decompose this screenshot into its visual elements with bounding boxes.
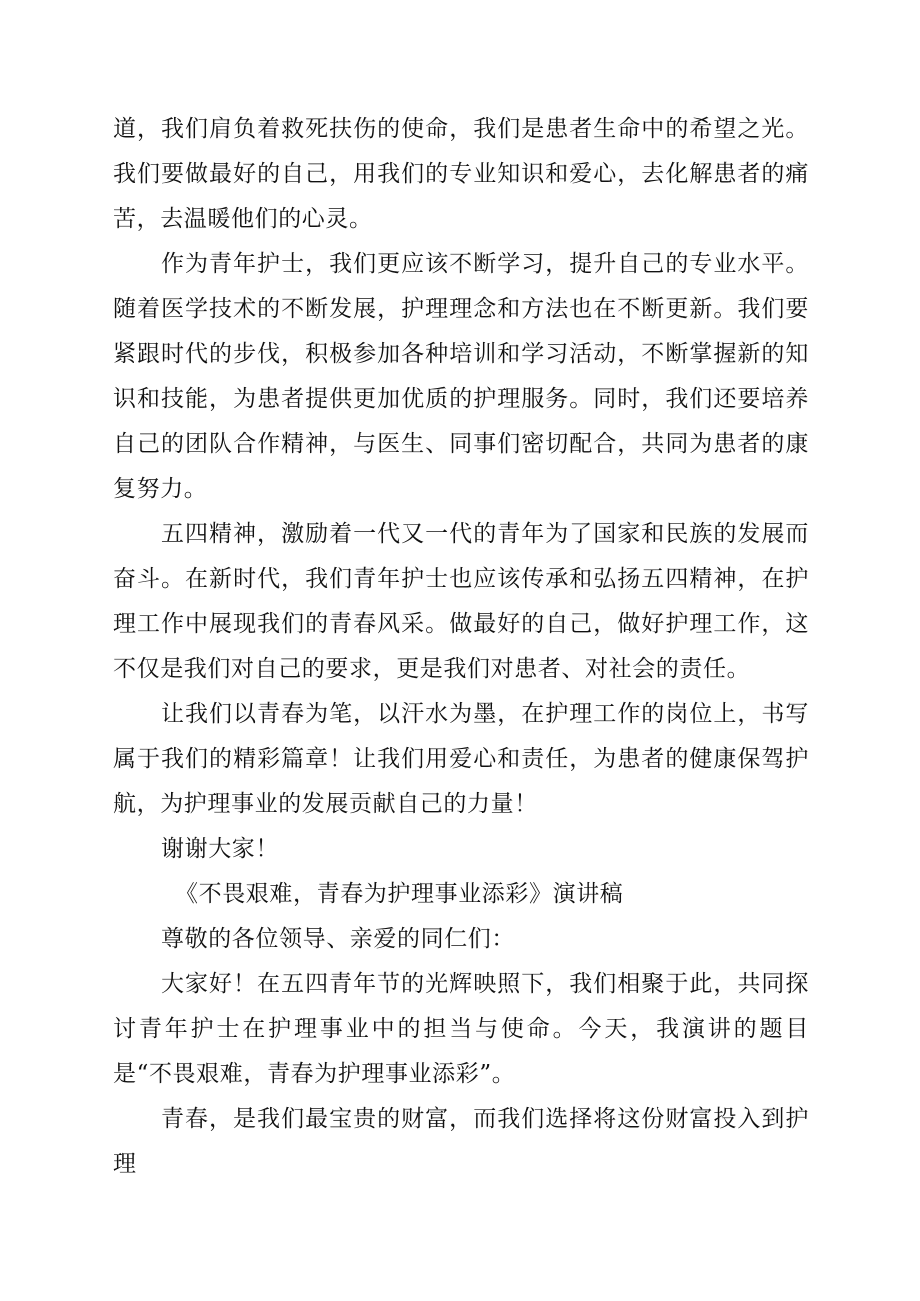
paragraph-continuation: 道，我们肩负着救死扶伤的使命，我们是患者生命中的希望之光。我们要做最好的自己，用我们的专业知识和爱心，去化解患者的痛苦，去温暖他们的心灵。 [113, 116, 809, 232]
speech-title: 《不畏艰难，青春为护理事业添彩》演讲稿 [175, 881, 624, 907]
salutation: 尊敬的各位领导、亲爱的同仁们： [161, 926, 515, 952]
paragraph-study: 作为青年护士，我们更应该不断学习，提升自己的专业水平。随着医学技术的不断发展，护理理念和方法也在不断更新。我们要紧跟时代的步伐，积极参加各种培训和学习活动，不断掌握新的知识和技能，为患者提供更加优质的护理服务。同时，我们还要培养自己的团队合作精神，与医生、同事们密切配合，共同为患者的康复努力。 [113, 251, 809, 502]
paragraph-thanks: 谢谢大家！ [161, 836, 279, 862]
document-body [113, 107, 809, 1187]
paragraph-call-to-action: 让我们以青春为笔，以汗水为墨，在护理工作的岗位上，书写属于我们的精彩篇章！让我们用爱心和责任，为患者的健康保驾护航，为护理事业的发展贡献自己的力量！ [113, 701, 809, 817]
paragraph-greeting: 大家好！在五四青年节的光辉映照下，我们相聚于此，共同探讨青年护士在护理事业中的担当与使命。今天，我演讲的题目是“不畏艰难，青春为护理事业添彩”。 [113, 971, 809, 1087]
paragraph-youth: 青春，是我们最宝贵的财富，而我们选择将这份财富投入到护理 [113, 1106, 809, 1177]
paragraph-may-fourth-spirit: 五四精神，激励着一代又一代的青年为了国家和民族的发展而奋斗。在新时代，我们青年护士也应该传承和弘扬五四精神，在护理工作中展现我们的青春风采。做最好的自己，做好护理工作，这不仅是我们对自己的要求，更是我们对患者、对社会的责任。 [113, 521, 809, 682]
